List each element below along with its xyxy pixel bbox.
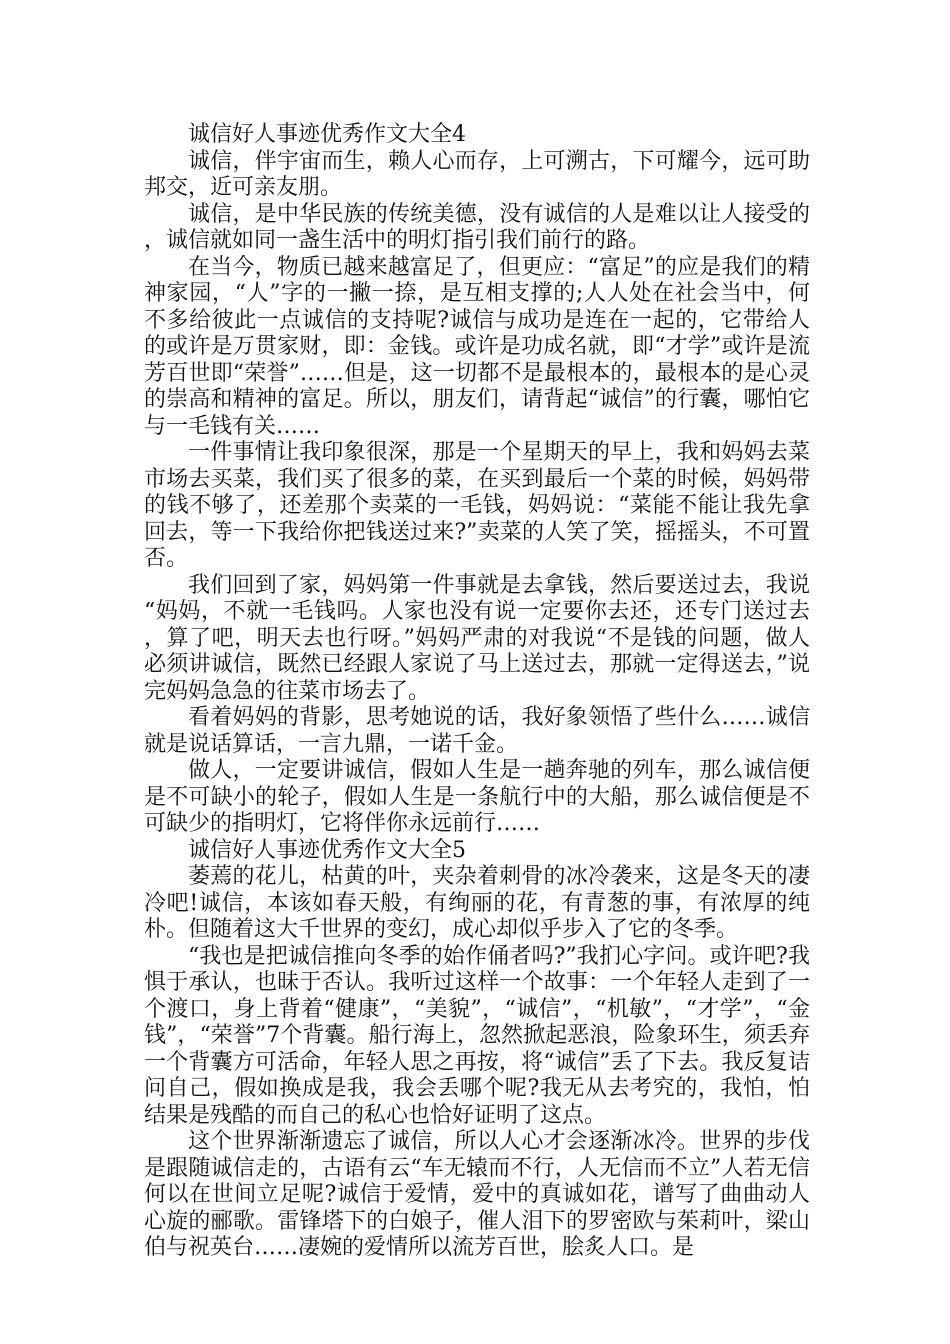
paragraph-2: 诚信，是中华民族的传统美德，没有诚信的人是难以让人接受的，诚信就如同一盏生活中的明灯指引我们前行的路。 [144,201,810,253]
paragraph-1: 诚信，伴宇宙而生，赖人心而存，上可溯古，下可耀今，远可助邦交，近可亲友朋。 [144,148,810,200]
paragraph-6: 看着妈妈的背影，思考她说的话，我好象领悟了些什么……诚信就是说话算话，一言九鼎，一诺千金。 [144,705,810,757]
paragraph-5: 我们回到了家，妈妈第一件事就是去拿钱，然后要送过去，我说“妈妈，不就一毛钱吗。人家也没有说一定要你去还，还专门送过去，算了吧，明天去也行呀。”妈妈严肃的对我说“不是钱的问题，做人必须讲诚信，既然已经跟人家说了马上送过去，那就一定得送去，”说完妈妈急急的往菜市场去了。 [144,572,810,704]
paragraph-10: 这个世界渐渐遗忘了诚信，所以人心才会逐渐冰冷。世界的步伐是跟随诚信走的，古语有云“车无辕而不行，人无信而不立”人若无信何以在世间立足呢?诚信于爱情，爱中的真诚如花，谱写了曲曲动人心旋的郦歌。雷锋塔下的白娘子，催人泪下的罗密欧与茱莉叶，梁山伯与祝英台……凄婉的爱情所以流芳百世，脍炙人口。是 [144,1129,810,1260]
essay-5-title: 诚信好人事迹优秀作文大全5 [188,837,466,863]
paragraph-9: “我也是把诚信推向冬季的始作俑者吗?”我扪心字问。或许吧?我惧于承认，也昧于否认。我听过这样一个故事：一个年轻人走到了一个渡口，身上背着“健康”，“美貌”，“诚信”，“机敏”，“才学”，“金钱”，“荣誉”7个背囊。船行海上，忽然掀起恶浪，险象环生，须丢弃一个背囊方可活命，年轻人思之再按，将“诚信”丢了下去。我反复诘问自己，假如换成是我，我会丢哪个呢?我无从去考究的，我怕，怕结果是残酷的而自己的私心也恰好证明了这点。 [144,943,810,1128]
paragraph-8: 萎蔫的花儿，枯黄的叶，夹杂着刺骨的冰冷袭来，这是冬天的凄冷吧!诚信，本该如春天般，有绚丽的花，有青葱的事，有浓厚的纯朴。但随着这大千世界的变幻，成心却似乎步入了它的冬季。 [144,864,810,942]
paragraph-7: 做人，一定要讲诚信，假如人生是一趟奔驰的列车，那么诚信便是不可缺小的轮子，假如人生是一条航行中的大船，那么诚信便是不可缺少的指明灯，它将伴你永远前行…… [144,758,810,836]
document-page [144,122,810,1262]
paragraph-3: 在当今，物质已越来越富足了，但更应：“富足”的应是我们的精神家园，“人”字的一撇一捺，是互相支撑的;人人处在社会当中，何不多给彼此一点诚信的支持呢?诚信与成功是连在一起的，它带给人的或许是万贯家财，即：金钱。或许是功成名就，即“才学”或许是流芳百世即“荣誉”……但是，这一切都不是最根本的，最根本的是心灵的崇高和精神的富足。所以，朋友们，请背起“诚信”的行囊，哪怕它与一毛钱有关…… [144,254,810,439]
essay-4-title: 诚信好人事迹优秀作文大全4 [188,122,466,147]
paragraph-4: 一件事情让我印象很深，那是一个星期天的早上，我和妈妈去菜市场去买菜，我们买了很多的菜，在买到最后一个菜的时候，妈妈带的钱不够了，还差那个卖菜的一毛钱，妈妈说：“菜能不能让我先拿回去，等一下我给你把钱送过来?”卖菜的人笑了笑，摇摇头，不可置否。 [144,440,810,571]
